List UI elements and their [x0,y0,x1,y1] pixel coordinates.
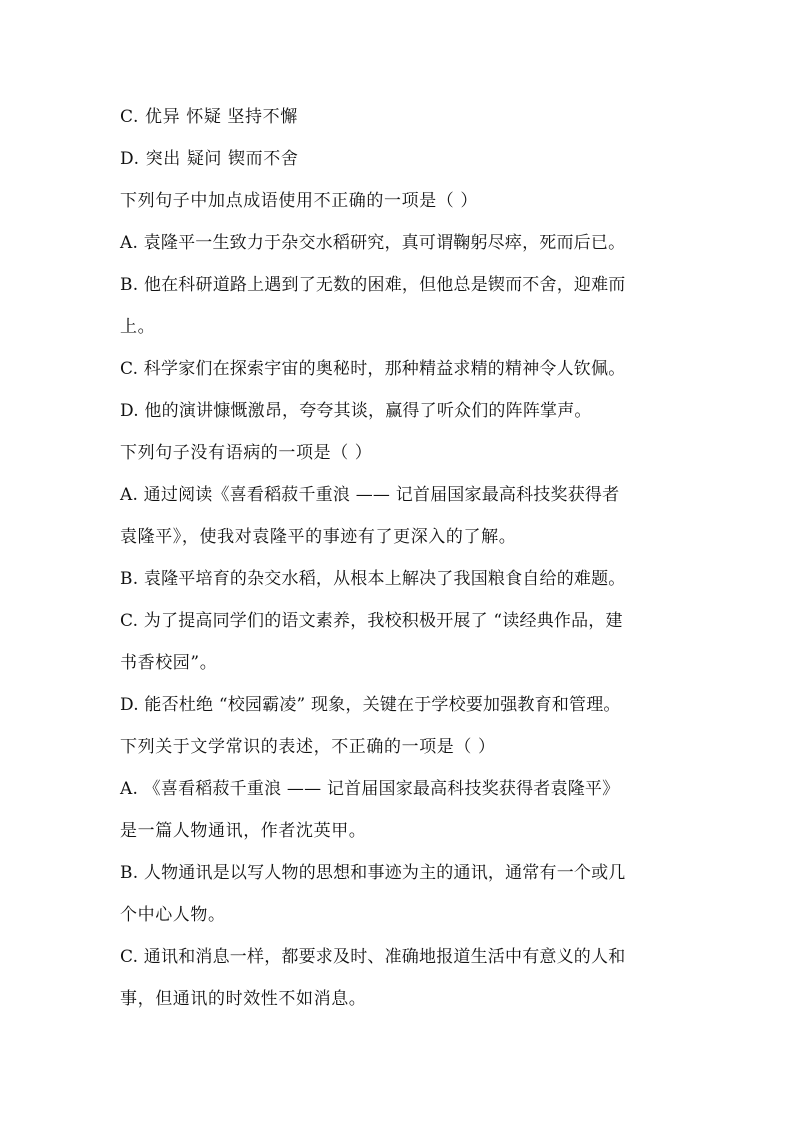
grammar-option-a-line1: A. 通过阅读《喜看稻菽千重浪 —— 记首届国家最高科技奖获得者 [120,485,620,505]
literature-option-a-line1: A. 《喜看稻菽千重浪 —— 记首届国家最高科技奖获得者袁隆平》 [120,779,620,799]
option-c-words: C. 优异 怀疑 坚持不懈 [120,107,298,127]
grammar-option-c-line1: C. 为了提高同学们的语文素养，我校积极开展了 “读经典作品，建 [120,611,623,631]
option-d-words: D. 突出 疑问 锲而不舍 [120,149,299,169]
idiom-option-d: D. 他的演讲慷慨激昂，夸夸其谈，赢得了听众们的阵阵掌声。 [120,401,592,421]
idiom-option-b-line1: B. 他在科研道路上遇到了无数的困难，但他总是锲而不舍，迎难而 [120,275,626,295]
literature-option-c-line1: C. 通讯和消息一样，都要求及时、准确地报道生活中有意义的人和 [120,947,626,967]
literature-option-c-line2: 事，但通讯的时效性不如消息。 [120,989,367,1009]
question-grammar: 下列句子没有语病的一项是（ ） [120,443,373,463]
question-idiom-usage: 下列句子中加点成语使用不正确的一项是（ ） [120,191,479,211]
grammar-option-a-line2: 袁隆平》，使我对袁隆平的事迹有了更深入的了解。 [120,527,517,547]
literature-option-b-line1: B. 人物通讯是以写人物的思想和事迹为主的通讯，通常有一个或几 [120,863,626,883]
literature-option-b-line2: 个中心人物。 [120,905,226,925]
idiom-option-c: C. 科学家们在探索宇宙的奥秘时，那种精益求精的精神令人钦佩。 [120,359,626,379]
grammar-option-d: D. 能否杜绝 “校园霸凌” 现象，关键在于学校要加强教育和管理。 [120,695,621,715]
idiom-option-a: A. 袁隆平一生致力于杂交水稻研究，真可谓鞠躬尽瘁，死而后已。 [120,233,626,253]
idiom-option-b-line2: 上。 [120,317,156,337]
grammar-option-c-line2: 书香校园”。 [120,653,218,673]
grammar-option-b: B. 袁隆平培育的杂交水稻，从根本上解决了我国粮食自给的难题。 [120,569,626,589]
literature-option-a-line2: 是一篇人物通讯，作者沈英甲。 [120,821,367,841]
question-literature: 下列关于文学常识的表述，不正确的一项是（ ） [120,737,496,757]
